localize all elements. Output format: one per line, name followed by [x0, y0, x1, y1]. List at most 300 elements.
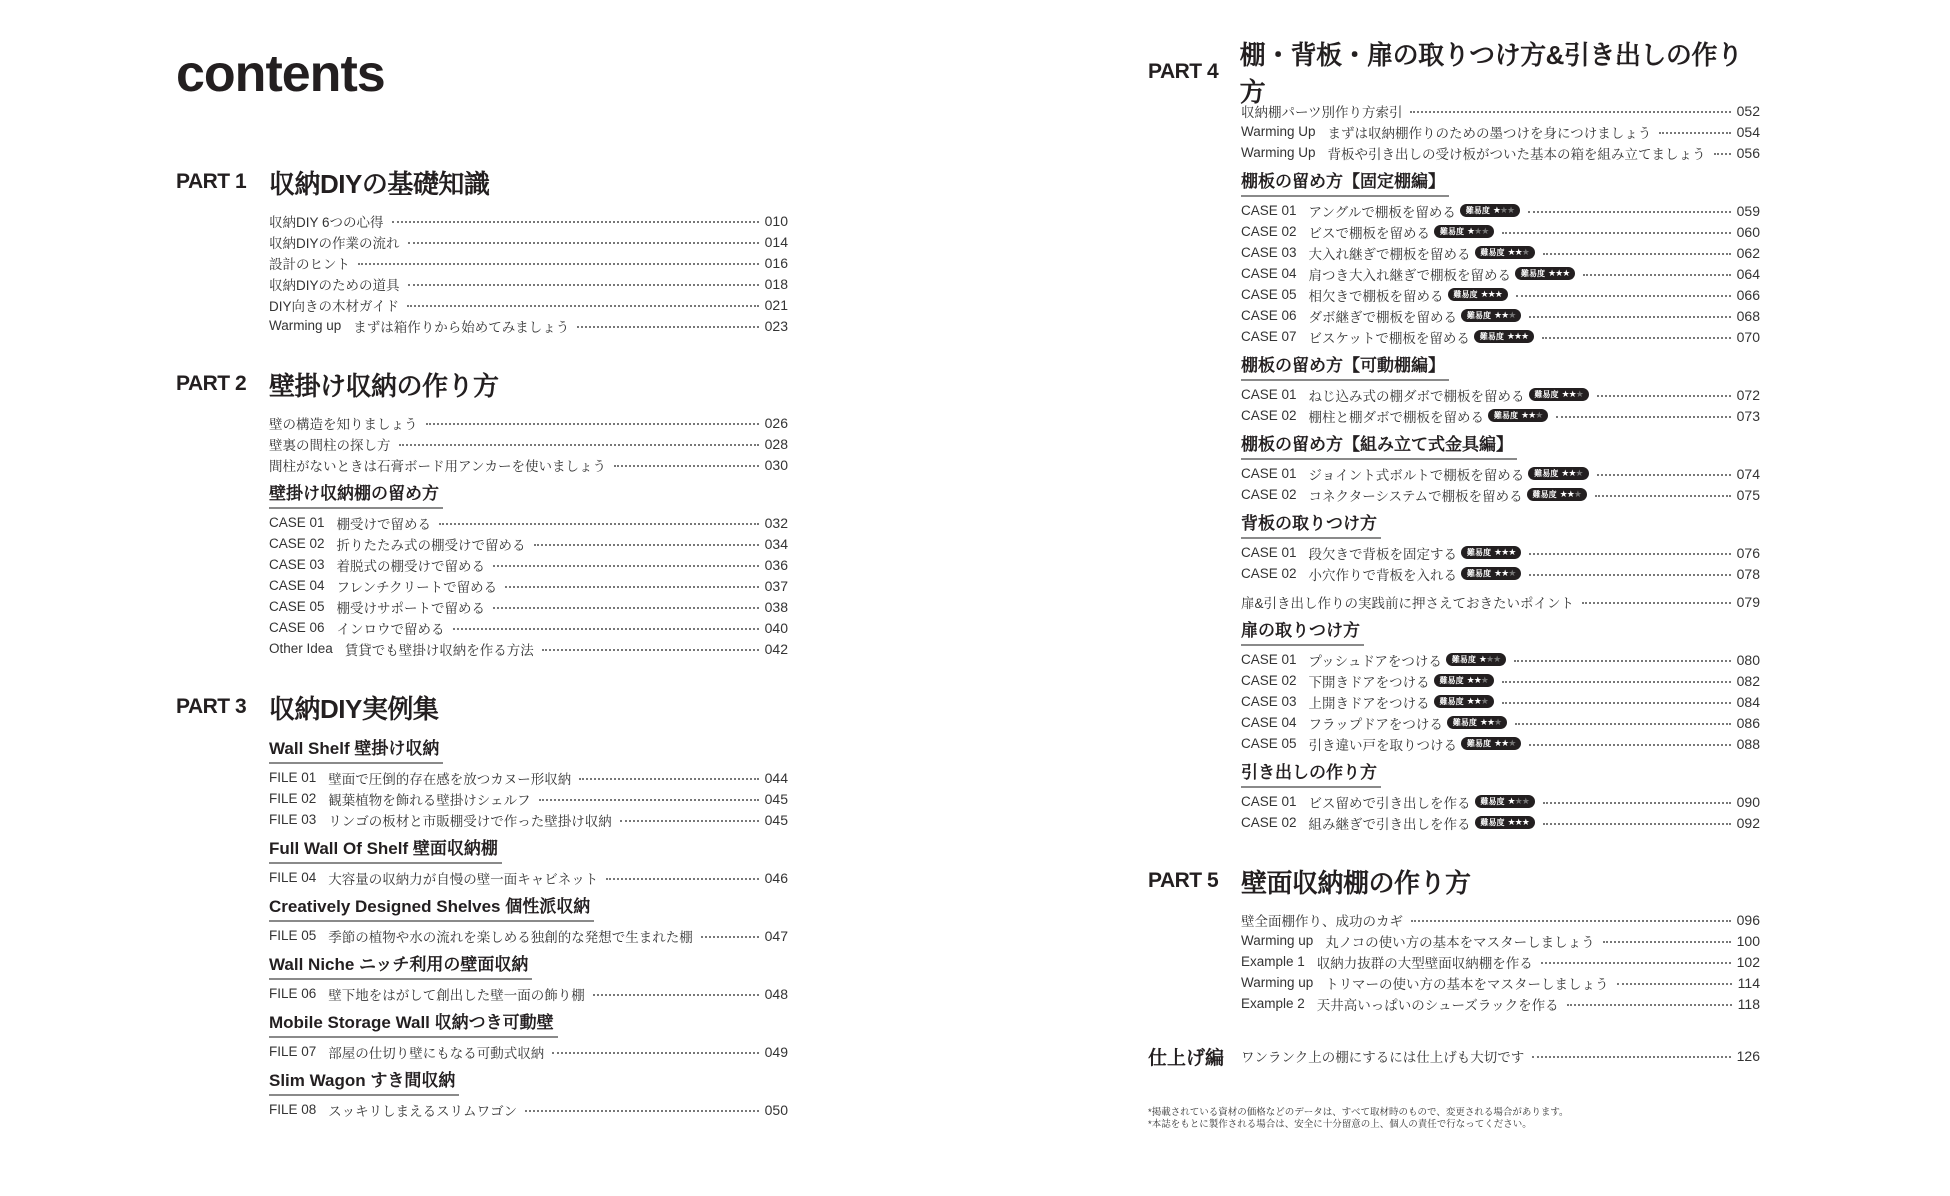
star-icon: ★ — [1466, 696, 1474, 706]
part-title[interactable]: 壁掛け収納の作り方 — [269, 370, 499, 401]
subheading-text[interactable]: 引き出しの作り方 — [1241, 760, 1381, 788]
page-number: 070 — [1736, 328, 1760, 345]
page-number: 026 — [764, 414, 788, 431]
toc-entry[interactable] — [1241, 542, 1760, 563]
entry-prefix: CASE 02 — [269, 536, 325, 551]
page-number: 074 — [1736, 465, 1760, 482]
star-icon: ★ — [1499, 205, 1507, 215]
entry-title: 段欠きで背板を固定する — [1308, 546, 1458, 562]
dot-leader — [1502, 702, 1731, 704]
entry-title: 肩つき大入れ継ぎで棚板を留める — [1308, 267, 1512, 283]
star-icon: ★ — [1494, 738, 1502, 748]
entry-title: 季節の植物や水の流れを楽しめる独創的な発想で生まれた棚 — [328, 929, 693, 945]
toc-entry[interactable] — [1241, 670, 1760, 691]
toc-entry[interactable] — [269, 454, 788, 475]
entry-prefix: CASE 06 — [1241, 308, 1297, 323]
entry-prefix: CASE 01 — [1241, 545, 1297, 560]
dot-leader — [358, 263, 759, 265]
dot-leader — [1515, 723, 1731, 725]
toc-entry[interactable] — [269, 554, 788, 575]
subheading-text[interactable]: Full Wall Of Shelf 壁面収納棚 — [269, 836, 502, 864]
difficulty-label: 難易度 — [1451, 655, 1476, 664]
section-subheading — [176, 894, 788, 922]
page-number: 073 — [1736, 407, 1760, 424]
difficulty-badge — [1447, 716, 1507, 729]
toc-entry[interactable] — [269, 983, 788, 1004]
star-icon: ★ — [1507, 817, 1515, 827]
difficulty-stars — [1494, 547, 1515, 558]
subheading-text[interactable]: Creatively Designed Shelves 個性派収納 — [269, 894, 594, 922]
dot-leader — [1529, 553, 1730, 555]
difficulty-badge — [1434, 695, 1494, 708]
dot-leader — [505, 586, 759, 588]
part-title[interactable]: 収納DIY実例集 — [269, 693, 439, 724]
toc-entry[interactable] — [269, 210, 788, 231]
star-icon: ★ — [1528, 410, 1536, 420]
page-number: 050 — [764, 1101, 788, 1118]
entry-prefix: Warming Up — [1241, 124, 1316, 139]
part-label: PART 1 — [176, 170, 247, 193]
section-subheading — [1148, 169, 1760, 197]
star-icon: ★ — [1501, 547, 1509, 557]
page-number: 010 — [764, 212, 788, 229]
entry-prefix: CASE 05 — [1241, 736, 1297, 751]
toc-entry[interactable] — [1241, 563, 1760, 584]
star-icon: ★ — [1559, 489, 1567, 499]
entry-prefix: Other Idea — [269, 641, 333, 656]
toc-entry[interactable] — [269, 512, 788, 533]
toc-entry[interactable] — [1241, 305, 1760, 326]
page-number: 018 — [764, 275, 788, 292]
entry-prefix: CASE 02 — [1241, 566, 1297, 581]
entry-title: 大容量の収納力が自慢の壁一面キャビネット — [328, 871, 599, 887]
entry-title: インロウで留める — [336, 621, 445, 637]
page-number: 046 — [764, 869, 788, 886]
part-label: PART 3 — [176, 695, 247, 718]
toc-entry[interactable] — [269, 596, 788, 617]
entry-title: 引き違い戸を取りつける — [1308, 737, 1458, 753]
entry-prefix: CASE 07 — [1241, 329, 1297, 344]
dot-leader — [1603, 941, 1731, 943]
toc-entry[interactable] — [269, 294, 788, 315]
difficulty-stars — [1467, 696, 1488, 707]
dot-leader — [1595, 495, 1731, 497]
toc-entry[interactable] — [1241, 200, 1760, 221]
dot-leader — [1617, 983, 1732, 985]
difficulty-stars — [1480, 717, 1501, 728]
subheading-text[interactable]: 棚板の留め方【可動棚編】 — [1241, 353, 1449, 381]
difficulty-badge — [1515, 267, 1575, 280]
star-icon: ★ — [1573, 489, 1581, 499]
difficulty-stars — [1493, 205, 1514, 216]
page-number: 060 — [1736, 223, 1760, 240]
page-number: 028 — [764, 435, 788, 452]
difficulty-label: 難易度 — [1465, 206, 1490, 215]
section-subheading — [1148, 432, 1760, 460]
entry-title: リンゴの板材と市販棚受けで作った壁掛け収納 — [328, 813, 612, 829]
dot-leader — [701, 936, 759, 938]
toc-entry[interactable] — [1241, 405, 1760, 426]
star-icon: ★ — [1514, 247, 1522, 257]
entry-title: 折りたたみ式の棚受けで留める — [336, 537, 526, 553]
star-icon: ★ — [1514, 796, 1522, 806]
difficulty-label: 難易度 — [1480, 797, 1505, 806]
toc-right-column — [1148, 40, 1760, 1074]
entry-title: 壁下地をはがして創出した壁一面の飾り棚 — [328, 987, 585, 1003]
subheading-text[interactable]: 棚板の留め方【組み立て式金具編】 — [1241, 432, 1517, 460]
page-number: 100 — [1736, 932, 1760, 949]
toc-entry[interactable] — [1241, 712, 1760, 733]
difficulty-stars — [1521, 410, 1542, 421]
difficulty-stars — [1508, 796, 1529, 807]
subheading-text[interactable]: Slim Wagon すき間収納 — [269, 1068, 459, 1096]
difficulty-label: 難易度 — [1479, 332, 1504, 341]
star-icon: ★ — [1467, 226, 1475, 236]
page-number: 036 — [764, 556, 788, 573]
page-number: 038 — [764, 598, 788, 615]
dot-leader — [1514, 660, 1730, 662]
difficulty-badge — [1527, 488, 1587, 501]
difficulty-stars — [1507, 331, 1528, 342]
dot-leader — [453, 628, 759, 630]
page-number: 047 — [764, 927, 788, 944]
entry-prefix: Warming Up — [1241, 145, 1316, 160]
entry-title: 背板や引き出しの受け板がついた基本の箱を組み立てましょう — [1327, 146, 1706, 162]
part-label: PART 5 — [1148, 869, 1219, 892]
star-icon: ★ — [1486, 717, 1495, 727]
entry-prefix: FILE 08 — [269, 1102, 317, 1117]
star-icon: ★ — [1492, 205, 1500, 215]
page-number: 044 — [764, 769, 788, 786]
page-number: 045 — [764, 790, 788, 807]
star-icon: ★ — [1487, 289, 1495, 299]
star-icon: ★ — [1479, 717, 1487, 727]
difficulty-label: 難易度 — [1521, 269, 1546, 278]
entry-title: 収納DIYのための道具 — [269, 277, 400, 293]
toc-entry[interactable] — [1241, 909, 1760, 930]
entry-prefix: FILE 04 — [269, 870, 317, 885]
toc-entry[interactable] — [1241, 951, 1760, 972]
dot-leader — [1529, 316, 1730, 318]
toc-entry[interactable] — [269, 788, 788, 809]
difficulty-stars — [1560, 489, 1581, 500]
entry-prefix: CASE 03 — [1241, 245, 1297, 260]
dot-leader — [579, 778, 758, 780]
star-icon: ★ — [1521, 247, 1529, 257]
dot-leader — [407, 305, 759, 307]
difficulty-badge — [1461, 567, 1521, 580]
subheading-text[interactable]: Mobile Storage Wall 収納つき可動壁 — [269, 1010, 558, 1038]
dot-leader — [399, 444, 759, 446]
page-number: 052 — [1736, 102, 1760, 119]
difficulty-badge — [1434, 225, 1494, 238]
toc-entry[interactable] — [1241, 121, 1760, 142]
entry-prefix: Example 1 — [1241, 954, 1305, 969]
toc-entry[interactable] — [1241, 326, 1760, 347]
entry-title: 相欠きで棚板を留める — [1308, 288, 1444, 304]
page-number: 076 — [1736, 544, 1760, 561]
dot-leader — [1502, 681, 1731, 683]
entry-title: ダボ継ぎで棚板を留める — [1308, 309, 1458, 325]
star-icon: ★ — [1561, 468, 1569, 478]
entry-title: まずは収納棚作りのための墨つけを身につけましょう — [1327, 125, 1652, 141]
difficulty-badge — [1461, 309, 1521, 322]
page-number: 023 — [764, 317, 788, 334]
part-label: PART 2 — [176, 372, 247, 395]
star-icon: ★ — [1535, 410, 1543, 420]
toc-entry[interactable] — [269, 412, 788, 433]
difficulty-label: 難易度 — [1467, 548, 1492, 557]
toc-entry[interactable] — [269, 231, 788, 252]
difficulty-label: 難易度 — [1453, 290, 1478, 299]
toc-entry[interactable] — [1241, 463, 1760, 484]
section-subheading — [176, 836, 788, 864]
entry-title: 収納棚パーツ別作り方索引 — [1241, 104, 1403, 120]
difficulty-stars — [1508, 817, 1529, 828]
entry-title: 壁裏の間柱の探し方 — [269, 437, 391, 453]
entry-title: 棚柱と棚ダボで棚板を留める — [1308, 409, 1485, 425]
entry-title: 上開きドアをつける — [1308, 695, 1430, 711]
dot-leader — [1597, 395, 1731, 397]
dot-leader — [1542, 337, 1731, 339]
subheading-text[interactable]: 棚板の留め方【固定棚編】 — [1241, 169, 1449, 197]
star-icon: ★ — [1575, 468, 1583, 478]
page-number: 066 — [1736, 286, 1760, 303]
subheading-text[interactable]: Wall Niche ニッチ利用の壁面収納 — [269, 952, 532, 980]
toc-entry[interactable] — [1241, 384, 1760, 405]
dot-leader — [552, 1052, 758, 1054]
toc-entry[interactable] — [1241, 930, 1760, 951]
toc-entry[interactable] — [269, 1041, 788, 1062]
star-icon: ★ — [1480, 675, 1488, 685]
finish-section — [1148, 1038, 1760, 1074]
section-subheading — [1148, 618, 1760, 646]
toc-entry[interactable] — [1241, 733, 1760, 754]
entry-title: ビスケットで棚板を留める — [1308, 330, 1470, 346]
entry-prefix: CASE 01 — [269, 515, 325, 530]
toc-entry[interactable] — [269, 1099, 788, 1120]
difficulty-label: 難易度 — [1452, 718, 1477, 727]
dot-leader — [1597, 474, 1731, 476]
toc-entry[interactable] — [269, 252, 788, 273]
page-number: 126 — [1736, 1048, 1760, 1064]
part-title[interactable]: 収納DIYの基礎知識 — [269, 168, 490, 199]
subheading-text[interactable]: 背板の取りつけ方 — [1241, 511, 1381, 539]
dot-leader — [1714, 153, 1731, 155]
toc-entry[interactable] — [269, 433, 788, 454]
dot-leader — [1411, 920, 1731, 922]
difficulty-label: 難易度 — [1467, 569, 1492, 578]
star-icon: ★ — [1494, 547, 1502, 557]
star-icon: ★ — [1494, 717, 1502, 727]
dot-leader — [426, 423, 759, 425]
part-title[interactable]: 壁面収納棚の作り方 — [1241, 867, 1471, 898]
star-icon: ★ — [1508, 547, 1516, 557]
entry-prefix: CASE 01 — [1241, 466, 1297, 481]
entry-title: 棚受けサポートで留める — [336, 600, 486, 616]
toc-entry[interactable] — [269, 533, 788, 554]
star-icon: ★ — [1501, 310, 1509, 320]
star-icon: ★ — [1521, 331, 1529, 341]
dot-leader — [539, 799, 759, 801]
star-icon: ★ — [1474, 226, 1482, 236]
toc-entry[interactable] — [269, 809, 788, 830]
entry-prefix: Example 2 — [1241, 996, 1305, 1011]
toc-entry[interactable] — [269, 925, 788, 946]
difficulty-stars — [1467, 675, 1488, 686]
star-icon: ★ — [1478, 654, 1486, 664]
difficulty-badge — [1461, 546, 1521, 559]
entry-title: 棚受けで留める — [336, 516, 432, 532]
entry-title: 壁面で圧倒的存在感を放つカヌー形収納 — [328, 771, 572, 787]
part-heading — [176, 366, 788, 402]
toc-entry[interactable] — [269, 575, 788, 596]
entry-title: 丸ノコの使い方の基本をマスターしましょう — [1325, 934, 1595, 950]
difficulty-label: 難易度 — [1439, 697, 1464, 706]
star-icon: ★ — [1568, 389, 1576, 399]
dot-leader — [534, 544, 759, 546]
entry-title: 扉&引き出し作りの実践前に押さえておきたいポイント — [1241, 595, 1575, 611]
dot-leader — [408, 284, 759, 286]
toc-entry[interactable] — [1241, 484, 1760, 505]
difficulty-label: 難易度 — [1494, 411, 1519, 420]
entry-title: 小穴作りで背板を入れる — [1308, 567, 1458, 583]
footnote: *本誌をもとに製作される場合は、安全に十分留意の上、個人の責任で行なってください。 — [1148, 1119, 1532, 1130]
page-number: 045 — [764, 811, 788, 828]
page-number: 048 — [764, 985, 788, 1002]
entry-title: フラップドアをつける — [1308, 716, 1443, 732]
entry-title: プッシュドアをつける — [1308, 653, 1442, 669]
toc-entry[interactable] — [1241, 263, 1760, 284]
entry-prefix: CASE 04 — [1241, 266, 1297, 281]
entry-prefix: CASE 02 — [1241, 408, 1297, 423]
dot-leader — [1567, 1004, 1732, 1006]
difficulty-badge — [1446, 653, 1506, 666]
star-icon: ★ — [1494, 568, 1502, 578]
toc-entry[interactable] — [1241, 242, 1760, 263]
dot-leader — [1541, 962, 1731, 964]
difficulty-stars — [1467, 226, 1488, 237]
toc-entry[interactable] — [269, 767, 788, 788]
dot-leader — [525, 1110, 758, 1112]
difficulty-badge — [1475, 795, 1535, 808]
section-subheading — [176, 481, 788, 509]
toc-entry[interactable] — [1241, 591, 1760, 612]
dot-leader — [620, 820, 759, 822]
toc-entry[interactable] — [1241, 791, 1760, 812]
entry-title: 収納DIY 6つの心得 — [269, 214, 384, 230]
subheading-text[interactable]: 扉の取りつけ方 — [1241, 618, 1364, 646]
page-number: 049 — [764, 1043, 788, 1060]
entry-prefix: FILE 03 — [269, 812, 317, 827]
toc-entry[interactable] — [1241, 284, 1760, 305]
toc-entry[interactable] — [269, 273, 788, 294]
section-subheading — [1148, 760, 1760, 788]
dot-leader — [1543, 802, 1731, 804]
difficulty-badge — [1475, 246, 1535, 259]
difficulty-stars — [1494, 738, 1515, 749]
part-heading — [176, 689, 788, 725]
entry-title: まずは箱作りから始めてみましょう — [353, 319, 570, 335]
page-number: 030 — [764, 456, 788, 473]
dot-leader — [1532, 1056, 1730, 1058]
difficulty-badge — [1475, 816, 1535, 829]
toc-entry[interactable] — [1241, 221, 1760, 242]
difficulty-stars — [1562, 389, 1583, 400]
entry-prefix: FILE 06 — [269, 986, 317, 1001]
star-icon: ★ — [1481, 226, 1489, 236]
dot-leader — [1543, 253, 1731, 255]
entry-prefix: CASE 01 — [1241, 794, 1297, 809]
page-number: 090 — [1736, 793, 1760, 810]
entry-prefix: CASE 02 — [1241, 487, 1297, 502]
entry-title: トリマーの使い方の基本をマスターしましょう — [1325, 976, 1609, 992]
toc-entry[interactable] — [269, 617, 788, 638]
dot-leader — [1516, 295, 1731, 297]
toc-entry[interactable] — [269, 638, 788, 659]
difficulty-badge — [1529, 388, 1589, 401]
toc-entry[interactable] — [1241, 812, 1760, 833]
dot-leader — [1543, 823, 1731, 825]
entry-title: コネクターシステムで棚板を留める — [1308, 488, 1523, 504]
part-title[interactable]: 棚・背板・扉の取りつけ方&引き出しの作り方 — [1239, 40, 1743, 107]
page-number: 075 — [1736, 486, 1760, 503]
entry-title: DIY向きの木材ガイド — [269, 298, 400, 314]
entry-title: ジョイント式ボルトで棚板を留める — [1308, 467, 1525, 483]
star-icon: ★ — [1513, 331, 1522, 341]
dot-leader — [614, 465, 759, 467]
toc-entry[interactable] — [1241, 993, 1760, 1014]
entry-prefix: CASE 01 — [1241, 203, 1297, 218]
toc-entry[interactable] — [1241, 649, 1760, 670]
subheading-text[interactable]: Wall Shelf 壁掛け収納 — [269, 736, 443, 764]
star-icon: ★ — [1486, 654, 1494, 664]
star-icon: ★ — [1562, 268, 1570, 278]
entry-title: 賃貸でも壁掛け収納を作る方法 — [344, 642, 534, 658]
toc-entry[interactable] — [1241, 691, 1760, 712]
dot-leader — [1529, 744, 1730, 746]
entry-title: スッキリしまえるスリムワゴン — [328, 1103, 518, 1119]
toc-entry[interactable] — [269, 867, 788, 888]
star-icon: ★ — [1508, 568, 1516, 578]
entry-title: ねじ込み式の棚ダボで棚板を留める — [1308, 388, 1525, 404]
page-number: 072 — [1736, 386, 1760, 403]
entry-prefix: FILE 02 — [269, 791, 317, 806]
dot-leader — [1659, 132, 1730, 134]
toc-entry[interactable] — [269, 315, 788, 336]
page-number: 037 — [764, 577, 788, 594]
difficulty-label: 難易度 — [1439, 676, 1464, 685]
star-icon: ★ — [1508, 738, 1516, 748]
difficulty-stars — [1481, 289, 1502, 300]
toc-entry[interactable] — [1241, 972, 1760, 993]
difficulty-stars — [1479, 654, 1500, 665]
page-number: 114 — [1737, 974, 1760, 991]
dot-leader — [606, 878, 758, 880]
difficulty-label: 難易度 — [1534, 390, 1559, 399]
star-icon: ★ — [1501, 568, 1509, 578]
entry-prefix: CASE 02 — [1241, 673, 1297, 688]
page-number: 016 — [764, 254, 788, 271]
toc-entry[interactable] — [1241, 142, 1760, 163]
dot-leader — [542, 649, 759, 651]
subheading-text[interactable]: 壁掛け収納棚の留め方 — [269, 481, 443, 509]
page-number: 014 — [764, 233, 788, 250]
finish-label: 仕上げ編 — [1148, 1047, 1225, 1069]
toc-entry[interactable] — [1241, 1046, 1760, 1067]
entry-prefix: CASE 03 — [1241, 694, 1297, 709]
entry-prefix: CASE 02 — [1241, 815, 1297, 830]
